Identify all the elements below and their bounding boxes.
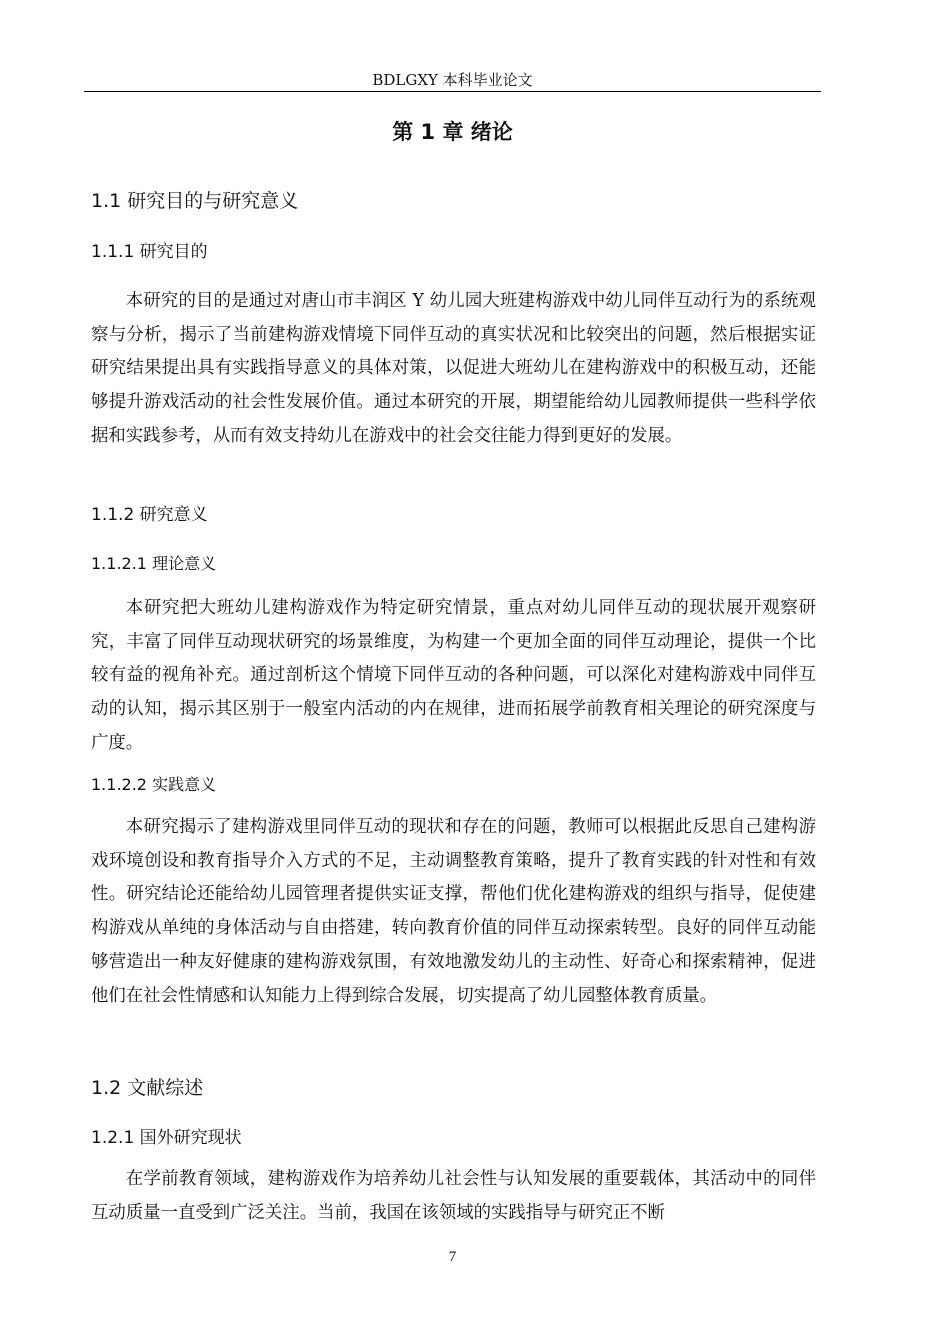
section-heading-1-1-2: 1.1.2 研究意义 bbox=[91, 505, 208, 525]
paragraph-research-purpose: 本研究的目的是通过对唐山市丰润区 Y 幼儿园大班建构游戏中幼儿同伴互动行为的系统观察与分析，揭示了当前建构游戏情境下同伴互动的真实状况和比较突出的问题，然后根据实证研究结果提出具有实践指导意义的具体对策，以促进大班幼儿在建构游戏中的积极互动，还能够提升游戏活动的社会性发展价值。通过本研究的开展，期望能给幼儿园教师提供一些科学依据和实践参考，从而有效支持幼儿在游戏中的社会交往能力得到更好的发展。 bbox=[91, 291, 816, 446]
paragraph-theoretical-significance: 本研究把大班幼儿建构游戏作为特定研究情景，重点对幼儿同伴互动的现状展开观察研究，丰富了同伴互动现状研究的场景维度，为构建一个更加全面的同伴互动理论，提供一个比较有益的视角补充。通过剖析这个情境下同伴互动的各种问题，可以深化对建构游戏中同伴互动的认知，揭示其区别于一般室内活动的内在规律，进而拓展学前教育相关理论的研究深度与广度。 bbox=[91, 598, 816, 753]
section-heading-1-2: 1.2 文献综述 bbox=[91, 1077, 204, 1099]
running-header: BDLGXY 本科毕业论文 bbox=[372, 71, 533, 89]
section-heading-1-2-1: 1.2.1 国外研究现状 bbox=[91, 1128, 242, 1148]
section-heading-1-1-2-2: 1.1.2.2 实践意义 bbox=[91, 775, 217, 794]
paragraph-practical-significance: 本研究揭示了建构游戏里同伴互动的现状和存在的问题，教师可以根据此反思自己建构游戏环境创设和教育指导介入方式的不足，主动调整教育策略，提升了教育实践的针对性和有效性。研究结论还能给幼儿园管理者提供实证支撑，帮他们优化建构游戏的组织与指导，促使建构游戏从单纯的身体活动与自由搭建，转向教育价值的同伴互动探索转型。良好的同伴互动能够营造出一种友好健康的建构游戏氛围，有效地激发幼儿的主动性、好奇心和探索精神，促进他们在社会性情感和认知能力上得到综合发展，切实提高了幼儿园整体教育质量。 bbox=[91, 817, 816, 1006]
chapter-title: 第 1 章 绪论 bbox=[392, 120, 513, 144]
section-heading-1-1-2-1: 1.1.2.1 理论意义 bbox=[91, 554, 217, 573]
section-heading-1-1: 1.1 研究目的与研究意义 bbox=[91, 190, 299, 212]
header-divider bbox=[84, 91, 821, 92]
paragraph-foreign-research: 在学前教育领域，建构游戏作为培养幼儿社会性与认知发展的重要载体，其活动中的同伴互动质量一直受到广泛关注。当前，我国在该领域的实践指导与研究正不断 bbox=[91, 1169, 816, 1223]
section-heading-1-1-1: 1.1.1 研究目的 bbox=[91, 242, 208, 262]
page-number: 7 bbox=[448, 1249, 457, 1265]
